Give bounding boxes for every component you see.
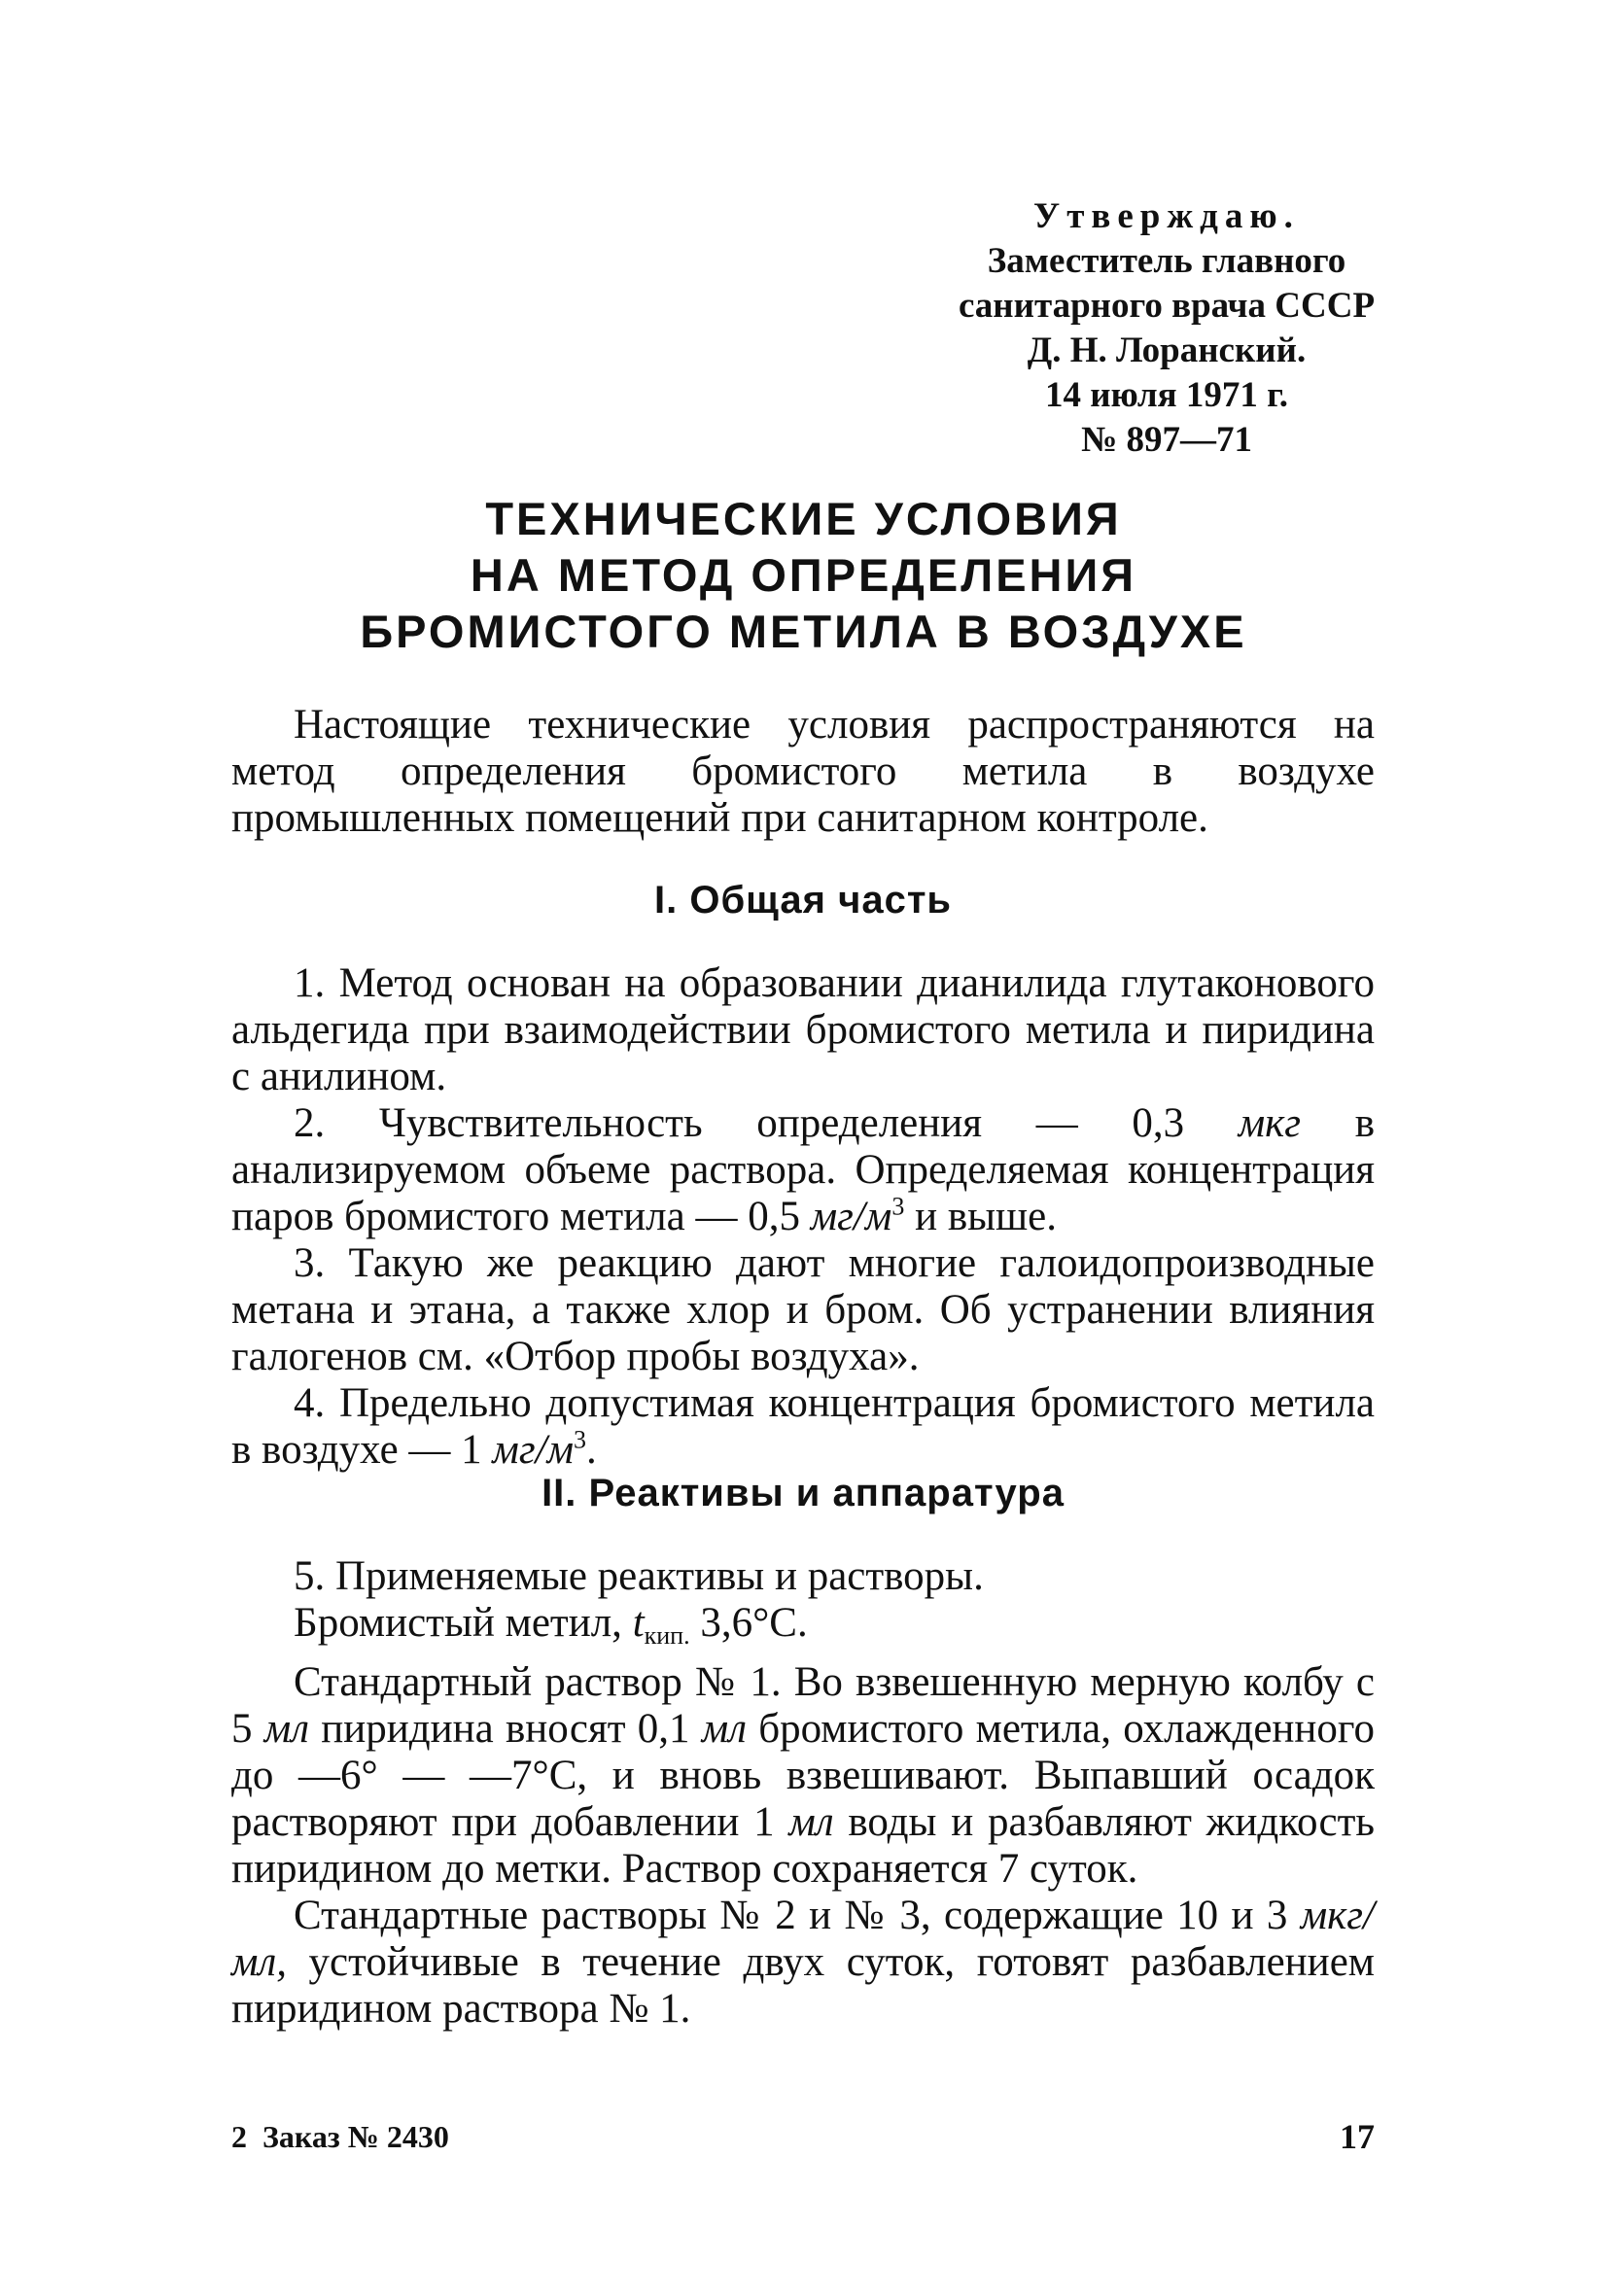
- order-number-footer: 2 Заказ № 2430: [231, 2119, 449, 2154]
- title-line-1: ТЕХНИЧЕСКИЕ УСЛОВИЯ: [485, 493, 1122, 544]
- approval-line-3: санитарного врача СССР: [958, 286, 1376, 326]
- page-number: 17: [1340, 2117, 1375, 2156]
- document-title: [243, 491, 1364, 660]
- paragraph-1: 1. Метод основан на образовании дианилида глутаконового альдегида при взаимодействии бромистого метила и пиридина с анилином.: [231, 960, 1375, 1099]
- paragraph-7: Стандартный раствор № 1. Во взвешенную мерную колбу с 5 мл пиридина вносят 0,1 мл бромистого метила, охлажденного до —6° — —7°C, и вновь взвешивают. Выпавший осадок растворяют при добавлении 1 мл воды и разбавляют жидкость пиридином до метки. Раствор сохраняется 7 суток.: [231, 1659, 1375, 1892]
- approval-line-5: 14 июля 1971 г.: [1044, 375, 1289, 415]
- intro-paragraph-block: [231, 702, 1375, 842]
- intro-paragraph: Настоящие технические условия распространяются на метод определения бромистого метила в воздухе промышленных помещений при санитарном контроле.: [231, 702, 1375, 841]
- approval-line-1: Утверждаю.: [1033, 196, 1300, 236]
- approval-line-2: Заместитель главного: [987, 241, 1346, 281]
- paragraph-6: Бромистый метил, $t_{кип.}$ 3,6°C.: [294, 1600, 808, 1650]
- paragraph-5: 5. Применяемые реактивы и растворы.: [294, 1553, 984, 1599]
- title-line-2: НА МЕТОД ОПРЕДЕЛЕНИЯ: [470, 549, 1137, 601]
- section-1-heading: I. Общая часть: [654, 879, 952, 922]
- section-2-body: [231, 1553, 1375, 2033]
- approval-line-4: Д. Н. Лоранский.: [1027, 330, 1307, 370]
- approval-line-6: № 897—71: [1081, 420, 1252, 460]
- section-1-body: [231, 960, 1375, 1474]
- paragraph-4: 4. Предельно допустимая концентрация бромистого метила в воздухе — 1 $мг/м^3$.: [231, 1380, 1375, 1473]
- title-line-3: БРОМИСТОГО МЕТИЛА В ВОЗДУХЕ: [360, 606, 1247, 657]
- approval-block: [933, 194, 1400, 463]
- paragraph-2: 2. Чувствительность определения — 0,3 мкг в анализируемом объеме раствора. Определяемая концентрация паров бромистого метила — 0,5 $мг/м^3$ и выше.: [231, 1100, 1375, 1239]
- paragraph-8: Стандартные растворы № 2 и № 3, содержащие 10 и 3 мкг/мл, устойчивые в течение двух суток, готовят разбавлением пиридином раствора № 1.: [231, 1893, 1375, 2032]
- paragraph-3: 3. Такую же реакцию дают многие галоидопроизводные метана и этана, а также хлор и бром. Об устранении влияния галогенов см. «Отбор пробы воздуха».: [231, 1240, 1375, 1379]
- section-2-heading: II. Реактивы и аппаратура: [541, 1472, 1065, 1514]
